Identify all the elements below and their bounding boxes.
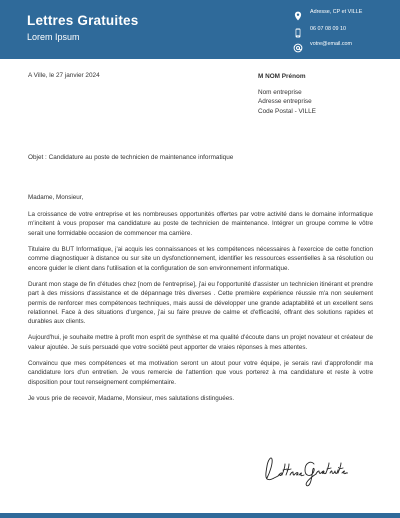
salutation: Madame, Monsieur, — [28, 194, 84, 201]
letter-header — [0, 0, 400, 59]
body-paragraph: La croissance de votre entreprise et les nombreuses opportunités offertes par votre activité dans le domaine informatique m'incitent à vous proposer ma candidature au poste de technicien de maintenance. Intégrer un groupe comme le vôtre serait une formidable occasion de commencer ma carrière. — [28, 210, 373, 237]
sender-subtitle: Lorem Ipsum — [27, 32, 80, 42]
contact-address-text: Adresse, CP et VILLE — [310, 9, 363, 15]
body-paragraph: Durant mon stage de fin d'études chez [nom de l'entreprise], j'ai eu l'opportunité d'assister un technicien itinérant et prendre part à des missions d'assistance et de dépannage très diverses . Cette première expérience réussie m'a non seulement permis de renforcer mes compétences techniques, mais aussi de développer une grande adaptabilité et un excellent sens relationnel. Face à des situations d'urgence, j'ai su faire preuve de calme et d'efficacité, offrant des solutions rapides et durables aux clients. — [28, 280, 373, 326]
contact-phone-text: 06 07 08 09 10 — [310, 26, 346, 32]
recipient-block — [258, 72, 316, 116]
closing-paragraph: Je vous prie de recevoir, Madame, Monsieur, mes salutations distinguées. — [28, 394, 235, 402]
contact-phone — [293, 25, 398, 37]
recipient-company: Nom entreprise — [258, 88, 302, 96]
contact-address — [293, 8, 398, 20]
phone-icon — [293, 25, 303, 35]
letter-body — [28, 193, 373, 410]
handwritten-signature — [258, 454, 348, 488]
recipient-city: Code Postal - VILLE — [258, 107, 316, 115]
letter-date: A Ville, le 27 janvier 2024 — [28, 72, 100, 79]
at-sign-icon — [293, 40, 303, 50]
body-paragraph: Convaincu que mes compétences et ma motivation seront un atout pour votre équipe, je serais ravi d'approfondir ma candidature lors d'un entretien. Je vous remercie de l'attention que vous porterez à ma candidature et reste à votre disposition pour tout renseignement complémentaire. — [28, 359, 373, 386]
sender-name: Lettres Gratuites — [27, 13, 139, 28]
letter-subject: Objet : Candidature au poste de technicien de maintenance informatique — [28, 154, 234, 161]
footer-bar — [0, 513, 400, 518]
body-paragraph: Aujourd'hui, je souhaite mettre à profit mon esprit de synthèse et ma qualité d'écoute dans un projet novateur et créateur de valeur ajoutée. Je suis persuadé que votre société peut apporter de vraies réponses à mes attentes. — [28, 334, 373, 351]
location-pin-icon — [293, 8, 303, 18]
contact-email-text: votre@email.com — [310, 41, 353, 47]
contact-email — [293, 40, 398, 52]
body-paragraph: Titulaire du BUT Informatique, j'ai acquis les connaissances et les compétences nécessaires à l'exercice de cette fonction comme diagnostiquer à distance ou sur site un dysfonctionnement, identifier les ressources essentielles à sa résolution ou encore guider le client dans l'utilisation et la configuration de son environnement informatique. — [28, 245, 373, 272]
recipient-address: Adresse entreprise — [258, 98, 312, 105]
recipient-name: M NOM Prénom — [258, 73, 306, 80]
